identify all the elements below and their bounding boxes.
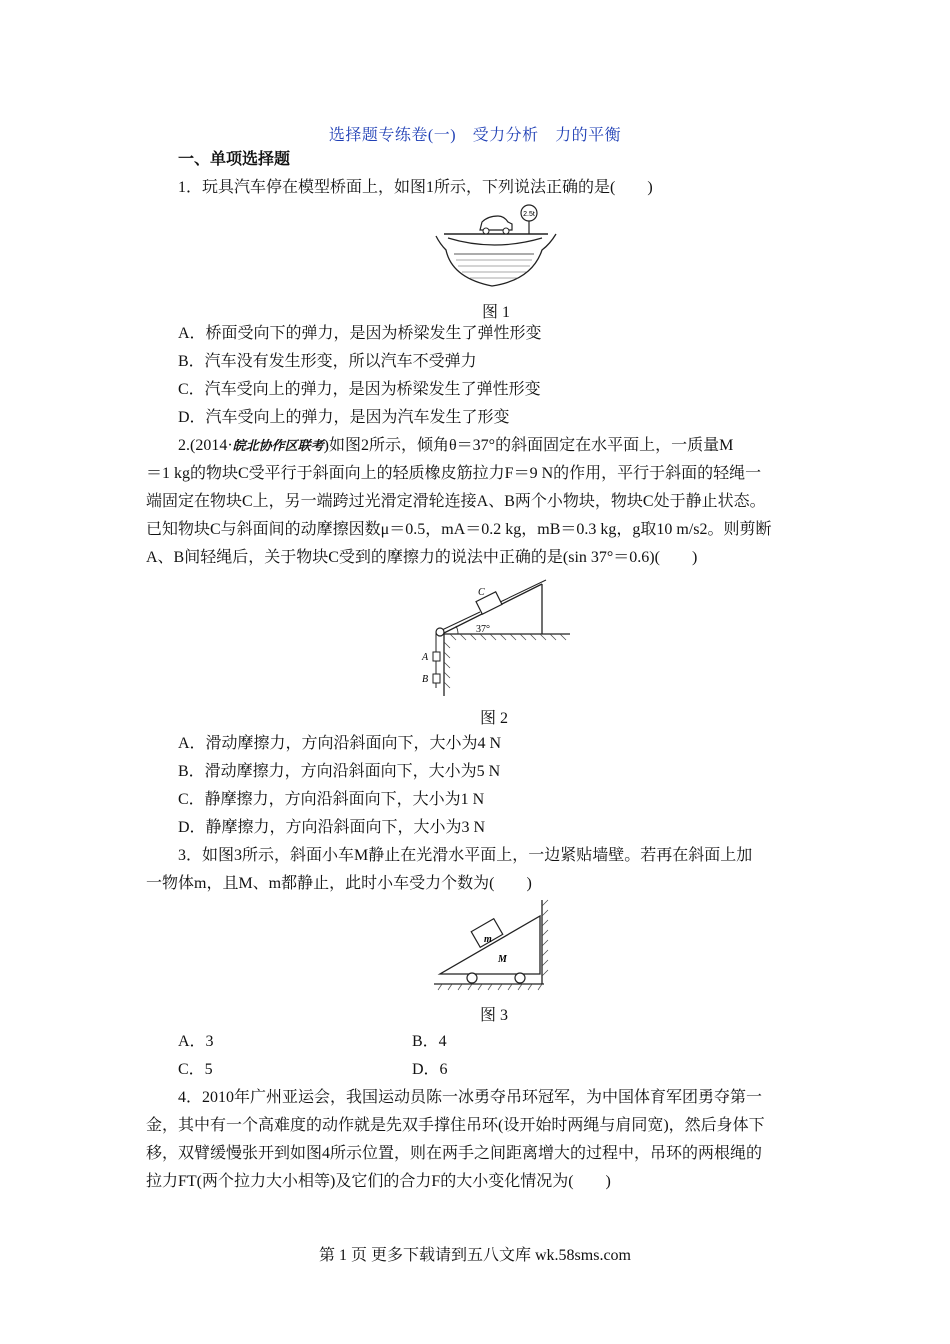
angle-arc bbox=[456, 626, 458, 634]
sign-text: 2.5t bbox=[523, 211, 535, 218]
cart-wheel-left bbox=[467, 973, 477, 983]
pulley bbox=[436, 628, 444, 636]
q4-line-2: 金，其中有一个高难度的动作就是先双手撑住吊环(设开始时两绳与肩同宽)，然后身体下 bbox=[146, 1117, 765, 1134]
car-wheel-rear bbox=[503, 228, 509, 234]
rubber-band bbox=[496, 580, 546, 604]
q2-line-1-rest: )如图2所示，倾角θ＝37°的斜面固定在水平面上，一质量M bbox=[323, 437, 734, 454]
q1-option-d: D．汽车受向上的弹力，是因为汽车发生了形变 bbox=[178, 409, 510, 426]
q2-option-d: D．静摩擦力，方向沿斜面向下，大小为3 N bbox=[178, 819, 486, 836]
q1-stem: 1．玩具汽车停在模型桥面上，如图1所示，下列说法正确的是( ) bbox=[178, 179, 653, 196]
q2-option-a: A．滑动摩擦力，方向沿斜面向下，大小为4 N bbox=[178, 735, 502, 752]
q2-line-4: 已知物块C与斜面间的动摩擦因数μ＝0.5，mA＝0.2 kg，mB＝0.3 kg，g取10 m/s2。则剪断 bbox=[146, 521, 772, 538]
figure-3-cart bbox=[432, 898, 556, 994]
q2-line-2: ＝1 kg的物块C受平行于斜面向上的轻质橡皮筋拉力F＝9 N的作用，平行于斜面的轻绳一 bbox=[146, 465, 762, 482]
q2-option-c: C．静摩擦力，方向沿斜面向下，大小为1 N bbox=[178, 791, 485, 808]
figure-1-bridge bbox=[432, 204, 562, 296]
rope bbox=[442, 612, 480, 630]
q3-line-2: 一物体m，且M、m都静止，此时小车受力个数为( ) bbox=[146, 875, 532, 892]
label-b: B bbox=[422, 674, 429, 685]
q1-option-b: B．汽车没有发生形变，所以汽车不受弹力 bbox=[178, 353, 477, 370]
figure-2-caption: 图 2 bbox=[479, 710, 508, 727]
q1-option-c: C．汽车受向上的弹力，是因为桥梁发生了弹性形变 bbox=[178, 381, 541, 398]
label-c: C bbox=[478, 587, 485, 598]
figure-1-caption: 图 1 bbox=[481, 304, 510, 321]
q2-line-5: A、B间轻绳后，关于物块C受到的摩擦力的说法中正确的是(sin 37°＝0.6)( ) bbox=[146, 549, 698, 566]
q4-line-1: 4．2010年广州亚运会，我国运动员陈一冰勇夺吊环冠军，为中国体育军团勇夺第一 bbox=[178, 1089, 763, 1106]
q4-line-3: 移，双臂缓慢张开到如图4所示位置，则在两手之间距离增大的过程中，吊环的两根绳的 bbox=[146, 1145, 763, 1162]
cart-wheel-right bbox=[515, 973, 525, 983]
label-a: A bbox=[422, 652, 429, 663]
figure-2-incline bbox=[414, 578, 574, 698]
car-wheel-front bbox=[483, 228, 489, 234]
label-angle: 37° bbox=[476, 624, 490, 635]
section-heading: 一、单项选择题 bbox=[178, 151, 291, 168]
q4-line-4: 拉力FT(两个拉力大小相等)及它们的合力F的大小变化情况为( ) bbox=[146, 1173, 611, 1190]
q2-year: 2.(2014· bbox=[178, 437, 233, 454]
block-b bbox=[433, 674, 440, 683]
q2-option-b: B．滑动摩擦力，方向沿斜面向下，大小为5 N bbox=[178, 763, 501, 780]
block-a bbox=[433, 652, 440, 661]
q3-option-c: C．5 bbox=[178, 1061, 213, 1078]
q2-line-1 bbox=[178, 432, 733, 461]
page-footer: 第 1 页 更多下载请到五八文库 wk.58sms.com bbox=[318, 1247, 631, 1264]
bridge-arch bbox=[448, 238, 542, 245]
label-big-m: M bbox=[498, 954, 507, 965]
page-title: 选择题专练卷(一) 受力分析 力的平衡 bbox=[328, 127, 622, 144]
q2-source: 皖北协作区联考 bbox=[232, 439, 324, 454]
label-m: m bbox=[484, 934, 492, 945]
q1-option-a: A．桥面受向下的弹力，是因为桥梁发生了弹性形变 bbox=[178, 325, 542, 342]
q3-option-a: A．3 bbox=[178, 1033, 214, 1050]
figure-3-caption: 图 3 bbox=[479, 1007, 508, 1024]
q2-line-3: 端固定在物块C上，另一端跨过光滑定滑轮连接A、B两个小物块，物块C处于静止状态。 bbox=[146, 493, 766, 510]
q3-line-1: 3．如图3所示，斜面小车M静止在光滑水平面上，一边紧贴墙壁。若再在斜面上加 bbox=[178, 847, 753, 864]
q3-option-d: D．6 bbox=[412, 1061, 448, 1078]
q3-option-b: B．4 bbox=[412, 1033, 447, 1050]
